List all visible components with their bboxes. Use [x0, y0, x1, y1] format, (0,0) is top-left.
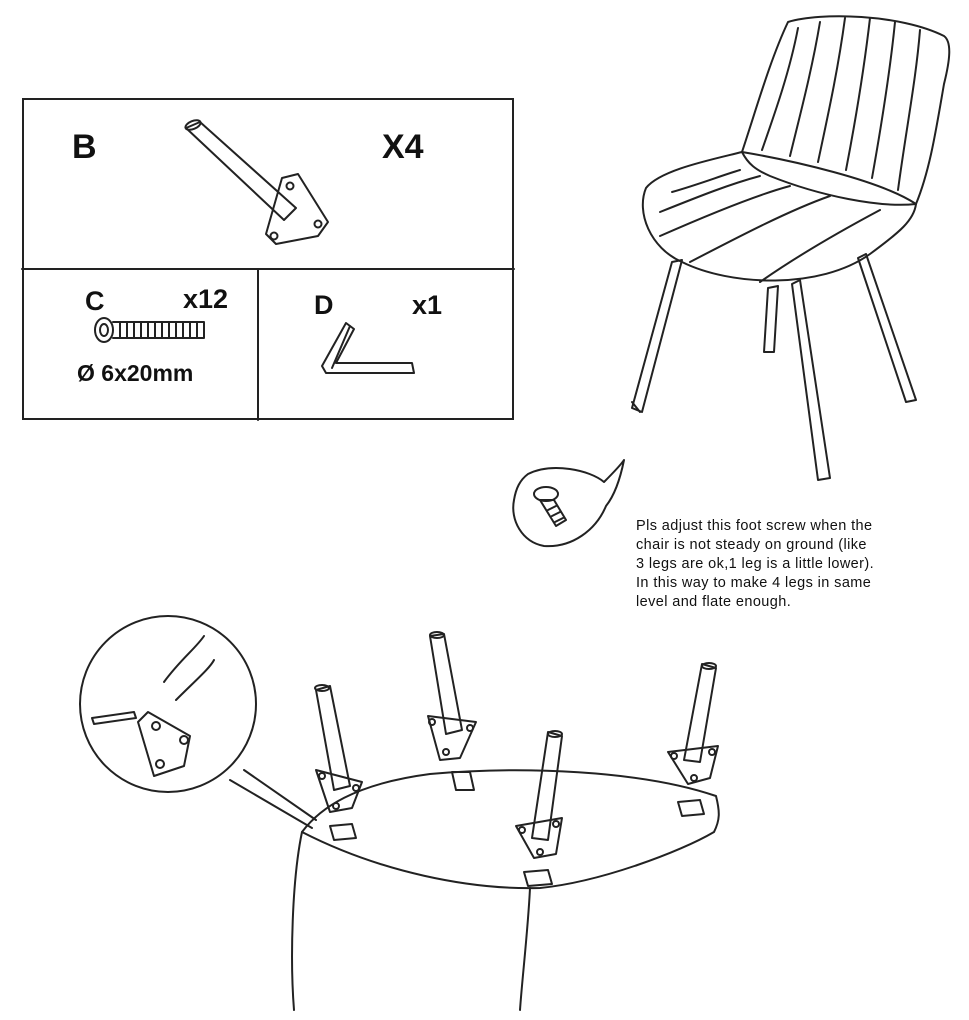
note-line: chair is not steady on ground (like [636, 537, 867, 553]
part-c-spec: Ø 6x20mm [77, 360, 194, 386]
magnified-detail-circle [80, 616, 316, 828]
note-line: level and flate enough. [636, 594, 792, 610]
allen-key-part-d-icon [322, 323, 414, 373]
leg-part-b-icon [184, 118, 328, 244]
seat-leg-4 [668, 663, 718, 784]
note-line: Pls adjust this foot screw when the [636, 518, 873, 534]
part-d-label: D [314, 290, 334, 320]
part-b-quantity: X4 [382, 128, 424, 166]
part-d-quantity: x1 [412, 290, 443, 320]
bolt-part-c-icon [95, 318, 204, 342]
seat-underside-illustration [292, 770, 719, 1010]
foot-screw-callout [513, 460, 624, 546]
seat-leg-2 [428, 632, 476, 760]
note-line: In this way to make 4 legs in same [636, 575, 872, 591]
seat-leg-3 [516, 731, 562, 858]
foot-screw-note [636, 517, 936, 612]
chair-illustration [632, 16, 949, 480]
part-b-label: B [72, 128, 97, 166]
part-c-label: C [85, 286, 105, 316]
part-c-quantity: x12 [183, 284, 229, 314]
note-line: 3 legs are ok,1 leg is a little lower). [636, 556, 875, 572]
